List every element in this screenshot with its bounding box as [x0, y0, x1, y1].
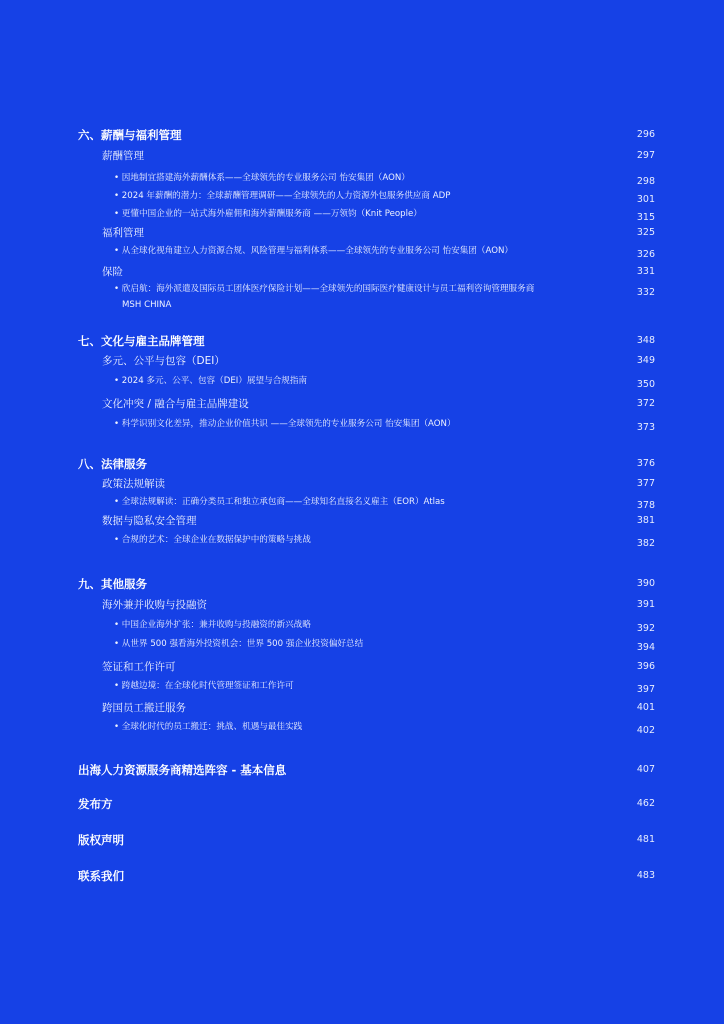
toc-page-number: 401 — [636, 702, 655, 713]
toc-cont-row[interactable] — [0, 297, 724, 313]
toc-sub-row[interactable] — [0, 396, 724, 412]
toc-entry-title: • 跨越边境：在全球化时代管理签证和工作许可 — [114, 681, 294, 691]
toc-entry-title: • 科学识别文化差异，推动企业价值共识 ——全球领先的专业服务公司 怡安集团（AON） — [114, 419, 456, 429]
toc-page-number: 481 — [636, 834, 655, 845]
toc-page-number: 390 — [636, 578, 655, 589]
toc-entry-title: • 因地制宜搭建海外薪酬体系——全球领先的专业服务公司 怡安集团（AON） — [114, 173, 410, 183]
toc-page-number: 331 — [636, 266, 655, 277]
toc-item-row[interactable] — [0, 206, 724, 222]
toc-sub-row[interactable] — [0, 476, 724, 492]
toc-page-number: 391 — [636, 599, 655, 610]
toc-page-number: 325 — [636, 227, 655, 238]
toc-page-number: 348 — [636, 335, 655, 346]
toc-entry-title: • 合规的艺术：全球企业在数据保护中的策略与挑战 — [114, 535, 311, 545]
toc-section-row[interactable] — [0, 333, 724, 349]
toc-section-row[interactable] — [0, 796, 724, 812]
toc-page-number: 378 — [636, 500, 655, 511]
toc-item-row[interactable] — [0, 678, 724, 694]
toc-entry-title: • 全球化时代的员工搬迁：挑战、机遇与最佳实践 — [114, 722, 303, 732]
toc-entry-title: 发布方 — [78, 797, 113, 811]
toc-page-number: 397 — [636, 684, 655, 695]
toc-page-number: 483 — [636, 870, 655, 881]
toc-item-row[interactable] — [0, 532, 724, 548]
toc-page-number: 402 — [636, 725, 655, 736]
toc-item-row[interactable] — [0, 416, 724, 432]
toc-page-number: 382 — [636, 538, 655, 549]
toc-item-row[interactable] — [0, 719, 724, 735]
toc-page-number: 407 — [636, 764, 655, 775]
toc-entry-title: 八、法律服务 — [78, 457, 147, 471]
toc-entry-title: 联系我们 — [78, 869, 124, 883]
toc-page-number: 296 — [636, 129, 655, 140]
toc-entry-title: MSH CHINA — [122, 300, 172, 310]
toc-item-row[interactable] — [0, 373, 724, 389]
toc-section-row[interactable] — [0, 576, 724, 592]
toc-item-row[interactable] — [0, 617, 724, 633]
toc-page-number: 350 — [636, 379, 655, 390]
toc-page-number: 381 — [636, 515, 655, 526]
toc-entry-title: 薪酬管理 — [102, 150, 144, 162]
toc-page-number: 376 — [636, 458, 655, 469]
toc-sub-row[interactable] — [0, 659, 724, 675]
toc-entry-title: 多元、公平与包容（DEI） — [102, 355, 225, 367]
toc-sub-row[interactable] — [0, 264, 724, 280]
toc-section-row[interactable] — [0, 456, 724, 472]
toc-item-row[interactable] — [0, 243, 724, 259]
toc-page-number: 326 — [636, 249, 655, 260]
toc-entry-title: • 更懂中国企业的一站式海外雇佣和海外薪酬服务商 ——万领钧（Knit People） — [114, 209, 422, 219]
toc-page-number: 396 — [636, 661, 655, 672]
toc-page-number: 392 — [636, 623, 655, 634]
toc-page-number: 298 — [636, 176, 655, 187]
toc-entry-title: • 中国企业海外扩张：兼并收购与投融资的新兴战略 — [114, 620, 311, 630]
toc-entry-title: 七、文化与雇主品牌管理 — [78, 334, 205, 348]
toc-page-number: 377 — [636, 478, 655, 489]
toc-page-number: 373 — [636, 422, 655, 433]
toc-entry-title: 六、薪酬与福利管理 — [78, 128, 182, 142]
toc-entry-title: 海外兼并收购与投融资 — [102, 599, 207, 611]
toc-entry-title: 数据与隐私安全管理 — [102, 515, 197, 527]
toc-section-row[interactable] — [0, 832, 724, 848]
toc-entry-title: • 从全球化视角建立人力资源合规、风险管理与福利体系——全球领先的专业服务公司 怡安集团（AON） — [114, 246, 513, 256]
toc-page-number: 372 — [636, 398, 655, 409]
toc-entry-title: • 全球法规解读：正确分类员工和独立承包商——全球知名直接名义雇主（EOR）Atlas — [114, 497, 445, 507]
toc-page-number: 349 — [636, 355, 655, 366]
toc-sub-row[interactable] — [0, 597, 724, 613]
toc-page-number: 332 — [636, 287, 655, 298]
toc-section-row[interactable] — [0, 868, 724, 884]
toc-sub-row[interactable] — [0, 700, 724, 716]
toc-entry-title: 版权声明 — [78, 833, 124, 847]
toc-entry-title: • 欣启航：海外派遣及国际员工团体医疗保险计划——全球领先的国际医疗健康设计与员工福利咨询管理服务商 — [114, 284, 535, 294]
toc-page-number: 315 — [636, 212, 655, 223]
toc-entry-title: • 2024 年薪酬的潜力：全球薪酬管理调研——全球领先的人力资源外包服务供应商 ADP — [114, 191, 451, 201]
toc-entry-title: 签证和工作许可 — [102, 661, 176, 673]
toc-entry-title: 九、其他服务 — [78, 577, 147, 591]
toc-sub-row[interactable] — [0, 353, 724, 369]
toc-entry-title: 文化冲突 / 融合与雇主品牌建设 — [102, 398, 249, 410]
toc-entry-title: • 从世界 500 强看海外投资机会：世界 500 强企业投资偏好总结 — [114, 639, 364, 649]
toc-item-row[interactable] — [0, 188, 724, 204]
toc-page-number: 301 — [636, 194, 655, 205]
toc-entry-title: 政策法规解读 — [102, 478, 165, 490]
toc-section-row[interactable] — [0, 127, 724, 143]
toc-item-row[interactable] — [0, 281, 724, 297]
toc-item-row[interactable] — [0, 170, 724, 186]
toc-entry-title: 福利管理 — [102, 227, 144, 239]
toc-entry-title: • 2024 多元、公平、包容（DEI）展望与合规指南 — [114, 376, 308, 386]
toc-item-row[interactable] — [0, 494, 724, 510]
toc-item-row[interactable] — [0, 636, 724, 652]
toc-entry-title: 保险 — [102, 266, 123, 278]
toc-sub-row[interactable] — [0, 148, 724, 164]
toc-sub-row[interactable] — [0, 225, 724, 241]
toc-section-row[interactable] — [0, 762, 724, 778]
toc-page-number: 462 — [636, 798, 655, 809]
toc-entry-title: 跨国员工搬迁服务 — [102, 702, 186, 714]
toc-page-number: 297 — [636, 150, 655, 161]
toc-sub-row[interactable] — [0, 513, 724, 529]
toc-page-number: 394 — [636, 642, 655, 653]
toc-entry-title: 出海人力资源服务商精选阵容 - 基本信息 — [78, 763, 287, 777]
